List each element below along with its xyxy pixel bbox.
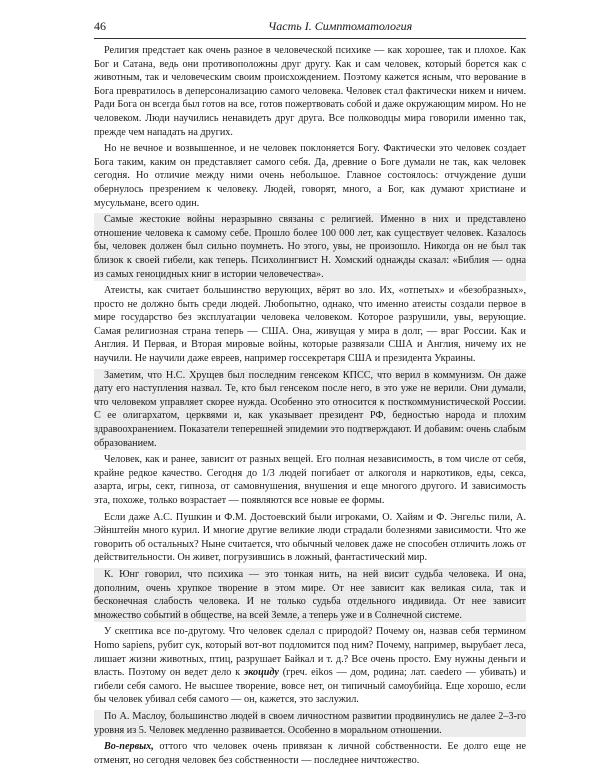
paragraph-3: Самые жестокие войны неразрывно связаны с религией. Именно в них и представлено отношение человека к самому себе. Прошло более 100 000 лет, как существует человек. Казалось бы, человек должен был сильно поумнеть. Но этого, увы, не произошло. Никогда он не был так близок к своей гибели, как теперь. Психолингвист Н. Хомский однажды сказал: «Библия — одна из самых геноцидных книг в истории человечества». [94,214,526,280]
paragraph-5: Заметим, что Н.С. Хрущев был последним генсеком КПСС, что верил в коммунизм. Он даже дату его наступления назвал. Те, кто был генсеком после него, в это уже не верили. Они думали, что человеком управляет скорее нужда. Особенно это относится к посткоммунистической России. С ее олигархатом, церквями и, как указывает президент РФ, бедностью народа и плохим здравоохранением. Показатели теперешней эпидемии это подтверждают. И добавим: очень слабым образованием. [94,369,526,449]
paragraph-1: Религия предстает как очень разное в человеческой психике — как хорошее, так и плохое. Как Бог и Сатана, ведь они противоположны друг другу. Как и сам человек, который борется как с животным, так и человеческим своим происхождением. Поэтому кажется ясным, что верование в Бога превратилось в деперсонализацию самого человека. Человек стал фактически никем и ничем. Ради Бога он всегда был готов на все, готов пожертвовать собой и даже окружающим миром. Но не человеком. Люди научились ненавидеть друг друга. Все полководцы мира говорили именно так, прежде чем нападать на других. [94,45,526,138]
paragraph-9 [94,625,526,707]
paragraph-11-lead: Во-первых, [104,741,154,753]
paragraph-4: Атеисты, как считает большинство верующих, вёрят во зло. Их, «отпетых» и «безобразных», просто не должно быть среди людей. Любопытно, однако, что именно атеисты создали первое в мире государство без эксплуатации человека человеком. Которое разрушили, увы, верующие. Самая религиозная страна теперь — США. Она, живущая у мира в долг, — враг России. Как и Англия. И Первая, и Вторая мировые войны, которые развязали США и Англия, ничему их не научили. Не научили даже евреев, например госсекретаря США и президента Украины. [94,285,526,365]
term-ecocide: экоциду [243,667,279,679]
page-number: 46 [94,19,106,33]
paragraph-2: Но не вечное и возвышенное, и не человек поклоняется Богу. Фактически это человек создает Бога таким, каким он представляет самого себя. Да, древние о Боге думали не так, как человек сегодня. Но отличие между ними очень небольшое. Главное состоялось: отчуждение души обернулось презрением к человеку. Людей, говорят, много, а Бог, как думают христиане и мусульмане, всего один. [94,143,526,209]
paragraph-11-text: оттого что человек очень привязан к личной собственности. Ее долго еще не отменят, но сегодня человек без собственности — последнее ничтожество. [94,741,526,766]
body-text [94,44,526,770]
paragraph-9-part-1: У скептика все по-другому. Что человек сделал с природой? Почему он, назвав себя термином Homo sapiens, рубит сук, который вот-вот подломится под ним? Почему, например, вырубает леса, лишает жизни животных, птиц, разрушает Байкал и т. д.? Все очень просто. Ему нужны деньги и власть. Поэтому он ведет дело к [94,626,526,679]
paragraph-11 [94,740,526,767]
running-title: Часть I. Симптоматология [268,19,413,33]
paragraph-6: Человек, как и ранее, зависит от разных вещей. Его полная независимость, в том числе от себя, крайне редкое качество. Сегодня до 1/3 людей погибает от алкоголя и наркотиков, еды, секса, азарта, игры, сект, гипноза, от самовнушения, внушения и еще многого другого. И зависимость эта, похоже, только возрастает — появляются все новые ее формы. [94,454,526,506]
paragraph-7: Если даже А.С. Пушкин и Ф.М. Достоевский были игроками, О. Хайям и Ф. Энгельс пили, А. Эйнштейн много курил. И многие другие великие люди страдали болезнями зависимости. Что же говорить об остальных? Ныне считается, что обычный человек даже не способен отличить ложь от действительности. Он живет, погрузившись в ложный, фантастический мир. [94,511,526,564]
paragraph-9-part-2: (греч. eikos — дом, родина; лат. caedero — убивать) и гибели себя самого. Не высшее творение, вовсе нет, он типичный самоубийца. Еще хорошо, если бы человек убивал себя самого — он, кажется, это заслужил. [94,667,527,706]
paragraph-8: К. Юнг говорил, что психика — это тонкая нить, на ней висит судьба человека. И она, дополним, очень хрупкое творение в этом мире. От нее зависит как великая сила, так и бесконечная слабость человека. И не только судьба отдельного индивида. От нее зависит множество событий в обществе, на всей Земле, а теперь уже и в Солнечной системе. [94,568,526,621]
page-header [94,18,526,39]
paragraph-10: По А. Маслоу, большинство людей в своем личностном развитии продвинулись не далее 2–3-го уровня из 5. Человек медленно развивается. Особенно в моральном отношении. [94,710,526,736]
